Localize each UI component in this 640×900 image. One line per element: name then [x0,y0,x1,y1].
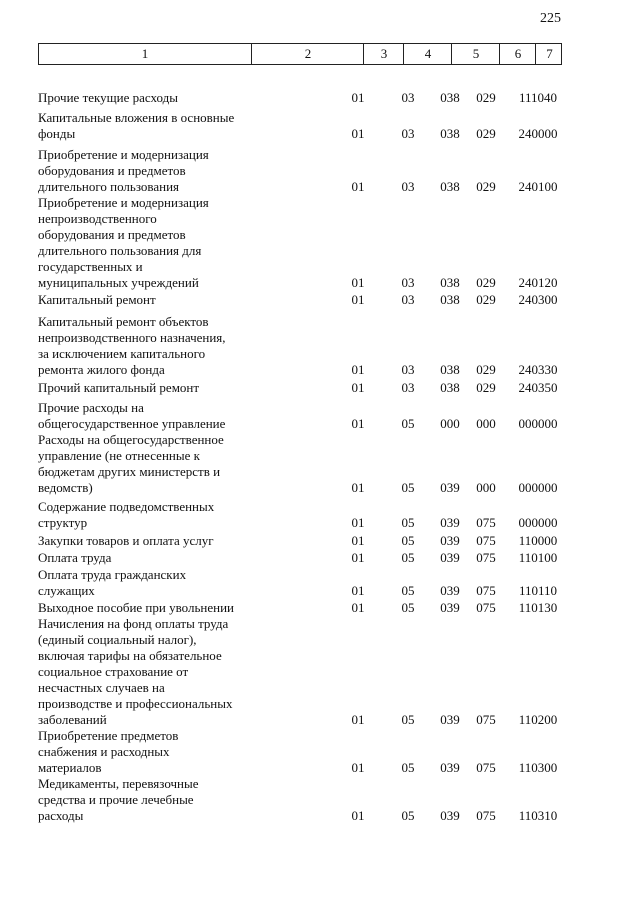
row-name: Капитальный ремонт объектов непроизводственного назначения, за исключением капитального ремонта жилого фонда [38,314,226,377]
row-name: Приобретение и модернизация оборудования и предметов длительного пользования [38,147,209,194]
code-col-7: 110200 [518,712,558,727]
table-row [0,567,640,599]
code-col-3: 01 [351,533,365,548]
code-col-6: 029 [476,362,496,377]
code-col-3: 01 [351,760,365,775]
code-col-7: 111040 [518,90,558,105]
code-col-4: 05 [401,480,415,495]
code-col-4: 05 [401,533,415,548]
table-row [0,400,640,432]
code-col-4: 05 [401,808,415,823]
row-name: Оплата труда [38,550,112,565]
code-col-4: 03 [401,179,415,194]
code-col-3: 01 [351,515,365,530]
code-col-4: 05 [401,760,415,775]
code-col-6: 029 [476,126,496,141]
code-col-5: 039 [440,760,460,775]
table-header [38,43,562,65]
code-col-5: 039 [440,480,460,495]
table-row [0,776,640,824]
table-row [0,533,640,549]
code-col-5: 038 [440,126,460,141]
code-col-7: 240000 [518,126,558,141]
code-col-5: 038 [440,380,460,395]
code-col-3: 01 [351,583,365,598]
row-name: Прочий капитальный ремонт [38,380,200,395]
code-col-6: 000 [476,480,496,495]
table-row [0,292,640,308]
header-col-6: 6 [499,44,536,64]
code-col-3: 01 [351,550,365,565]
code-col-5: 038 [440,362,460,377]
table-row [0,728,640,776]
page-number: 225 [540,11,561,26]
code-col-5: 039 [440,533,460,548]
code-col-4: 05 [401,600,415,615]
code-col-7: 240330 [518,362,558,377]
table-row [0,432,640,496]
code-col-5: 039 [440,583,460,598]
code-col-7: 000000 [518,515,558,530]
code-col-5: 039 [440,600,460,615]
code-col-7: 240100 [518,179,558,194]
code-col-4: 05 [401,712,415,727]
code-col-7: 110000 [518,533,558,548]
table-row [0,90,640,106]
code-col-4: 03 [401,362,415,377]
row-name: Приобретение и модернизация непроизводственного оборудования и предметов длительного пользования для государственных и муниципальных учреждений [38,195,209,290]
code-col-4: 03 [401,380,415,395]
code-col-6: 000 [476,416,496,431]
code-col-3: 01 [351,275,365,290]
code-col-4: 05 [401,416,415,431]
code-col-6: 075 [476,600,496,615]
code-col-7: 110110 [518,583,558,598]
table-row [0,616,640,728]
code-col-6: 029 [476,292,496,307]
code-col-4: 03 [401,292,415,307]
code-col-3: 01 [351,712,365,727]
code-col-4: 05 [401,550,415,565]
code-col-6: 029 [476,380,496,395]
code-col-6: 075 [476,712,496,727]
row-name: Капитальный ремонт [38,292,156,307]
code-col-6: 075 [476,808,496,823]
code-col-3: 01 [351,90,365,105]
table-row [0,314,640,378]
table-row [0,499,640,531]
row-name: Начисления на фонд оплаты труда (единый социальный налог), включая тарифы на обязательное социальное страхование от несчастных случаев на производстве и профессиональных заболеваний [38,616,233,727]
code-col-6: 075 [476,583,496,598]
header-col-3: 3 [363,44,404,64]
code-col-6: 075 [476,533,496,548]
code-col-6: 029 [476,179,496,194]
table-row [0,110,640,142]
code-col-6: 029 [476,275,496,290]
code-col-6: 075 [476,760,496,775]
table-row [0,550,640,566]
code-col-3: 01 [351,808,365,823]
row-name: Закупки товаров и оплата услуг [38,533,214,548]
code-col-7: 240120 [518,275,558,290]
code-col-4: 05 [401,583,415,598]
code-col-5: 038 [440,292,460,307]
code-col-5: 038 [440,179,460,194]
code-col-3: 01 [351,380,365,395]
row-name: Капитальные вложения в основные фонды [38,110,235,141]
code-col-3: 01 [351,480,365,495]
code-col-6: 075 [476,515,496,530]
code-col-3: 01 [351,362,365,377]
code-col-5: 000 [440,416,460,431]
row-name: Расходы на общегосударственное управление (не отнесенные к бюджетам других министерств и ведомств) [38,432,224,495]
header-col-2: 2 [251,44,364,64]
code-col-5: 039 [440,515,460,530]
table-row [0,147,640,195]
code-col-7: 110310 [518,808,558,823]
code-col-3: 01 [351,126,365,141]
code-col-5: 038 [440,90,460,105]
row-name: Медикаменты, перевязочные средства и прочие лечебные расходы [38,776,199,823]
code-col-5: 039 [440,550,460,565]
code-col-7: 000000 [518,416,558,431]
row-name: Прочие текущие расходы [38,90,178,105]
code-col-3: 01 [351,292,365,307]
code-col-7: 240350 [518,380,558,395]
code-col-5: 038 [440,275,460,290]
code-col-3: 01 [351,179,365,194]
code-col-4: 03 [401,126,415,141]
row-name: Выходное пособие при увольнении [38,600,234,615]
row-name: Содержание подведомственных структур [38,499,215,530]
row-name: Оплата труда гражданских служащих [38,567,187,598]
code-col-3: 01 [351,416,365,431]
code-col-6: 029 [476,90,496,105]
code-col-7: 110130 [518,600,558,615]
table-row [0,380,640,396]
code-col-7: 110300 [518,760,558,775]
code-col-5: 039 [440,712,460,727]
code-col-7: 000000 [518,480,558,495]
code-col-7: 240300 [518,292,558,307]
table-row [0,195,640,291]
header-col-4: 4 [403,44,452,64]
table-row [0,600,640,616]
row-name: Прочие расходы на общегосударственное управление [38,400,226,431]
code-col-5: 039 [440,808,460,823]
code-col-3: 01 [351,600,365,615]
code-col-4: 03 [401,90,415,105]
code-col-6: 075 [476,550,496,565]
code-col-4: 05 [401,515,415,530]
code-col-7: 110100 [518,550,558,565]
header-col-5: 5 [451,44,500,64]
header-col-1: 1 [141,46,149,61]
header-col-7: 7 [535,44,563,64]
code-col-4: 03 [401,275,415,290]
row-name: Приобретение предметов снабжения и расходных материалов [38,728,179,775]
